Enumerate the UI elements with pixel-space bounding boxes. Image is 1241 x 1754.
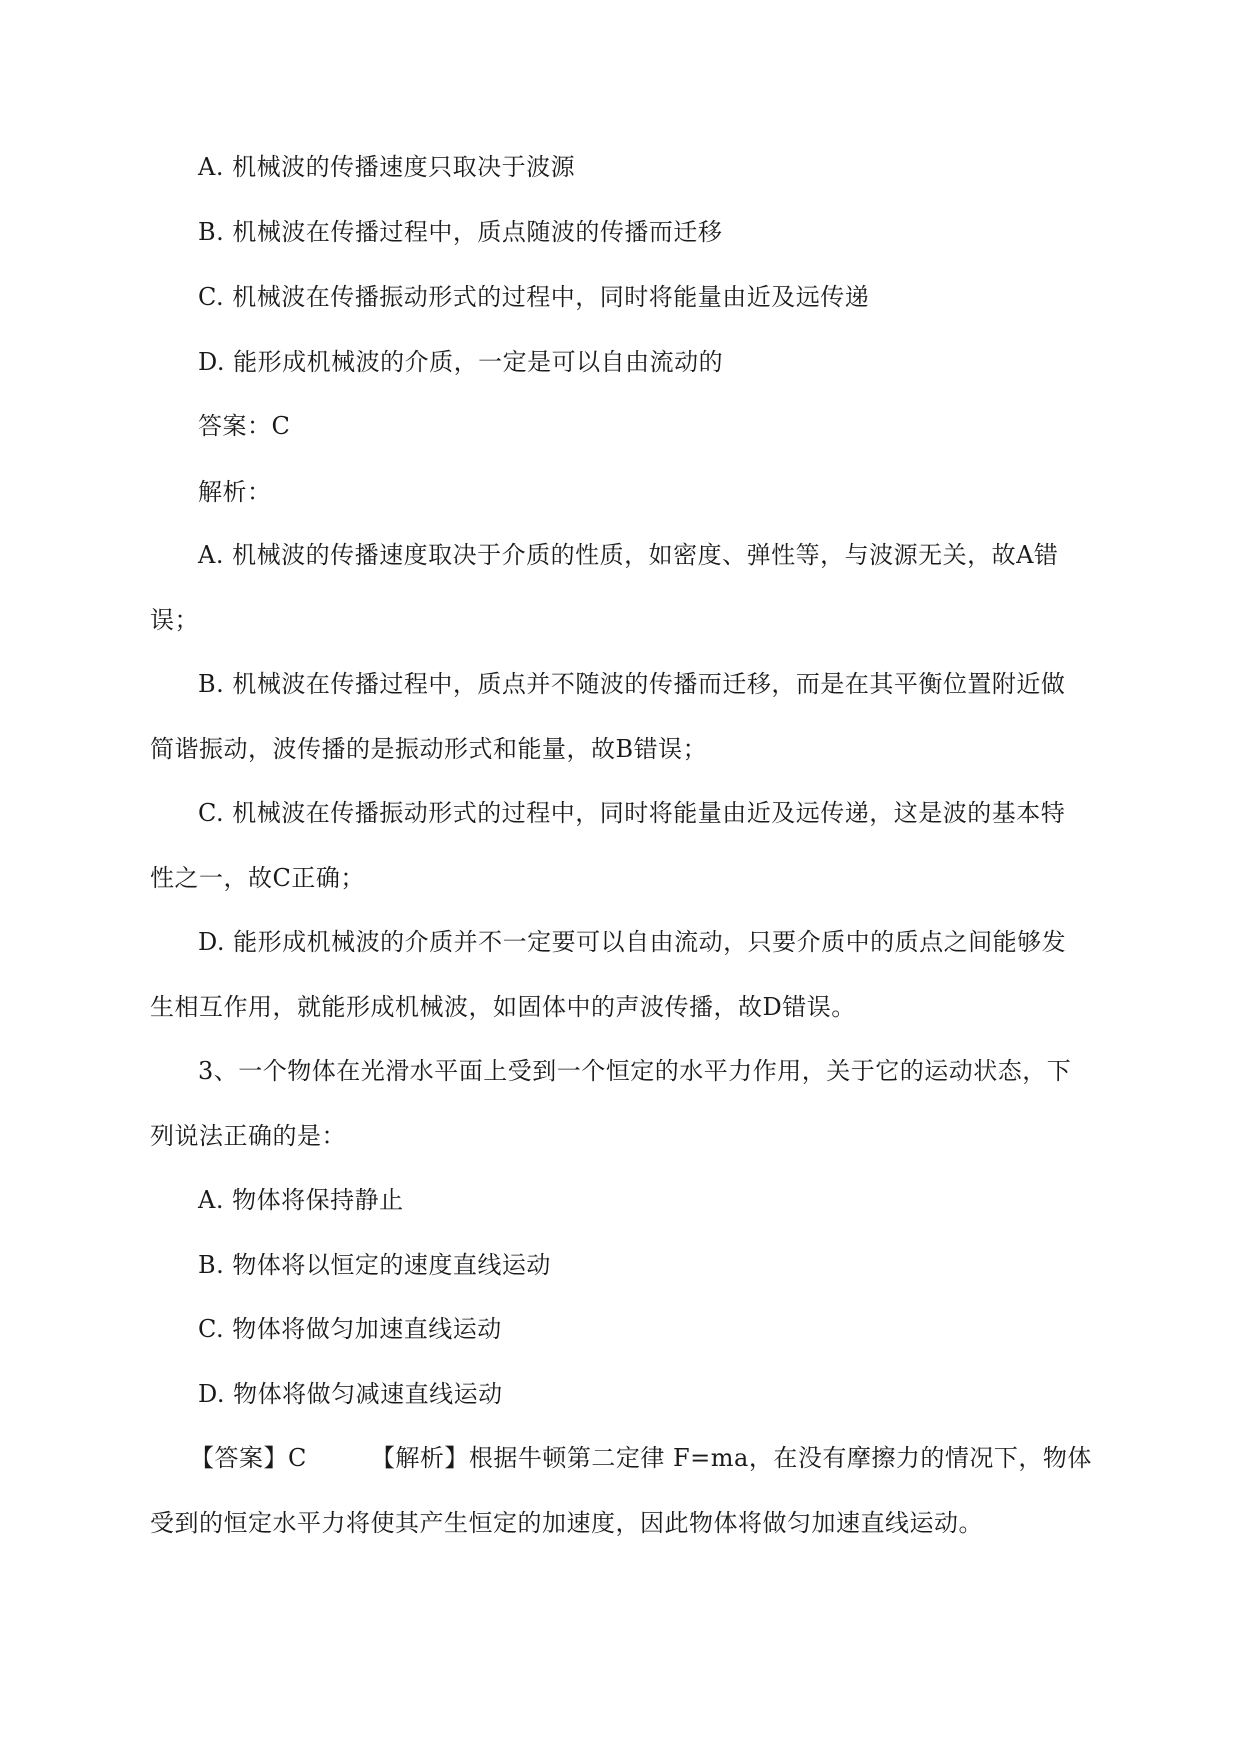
q2-analysis-c-line1: C. 机械波在传播振动形式的过程中，同时将能量由近及远传递，这是波的基本特 [198, 799, 1066, 827]
q3-answer: 【答案】C [190, 1444, 307, 1472]
q2-option-c: C. 机械波在传播振动形式的过程中，同时将能量由近及远传递 [198, 283, 870, 311]
q3-stem-line1: 3、一个物体在光滑水平面上受到一个恒定的水平力作用，关于它的运动状态，下 [198, 1057, 1072, 1085]
q2-option-a: A. 机械波的传播速度只取决于波源 [198, 153, 576, 181]
q3-answer-line [190, 1442, 1140, 1474]
q3-analysis-line2: 受到的恒定水平力将使其产生恒定的加速度，因此物体将做匀加速直线运动。 [150, 1509, 983, 1537]
q2-analysis-b-line2: 简谐振动，波传播的是振动形式和能量，故B错误； [150, 735, 708, 763]
q2-analysis-a-line2: 误； [150, 606, 199, 634]
q3-option-d: D. 物体将做匀减速直线运动 [198, 1380, 503, 1408]
q2-answer: 答案：C [198, 412, 291, 440]
q2-option-b: B. 机械波在传播过程中，质点随波的传播而迁移 [198, 218, 723, 246]
q3-option-c: C. 物体将做匀加速直线运动 [198, 1315, 502, 1343]
q2-analysis-label: 解析： [198, 478, 272, 506]
q2-analysis-a-line1: A. 机械波的传播速度取决于介质的性质，如密度、弹性等，与波源无关，故A错 [198, 541, 1059, 569]
q3-stem-line2: 列说法正确的是： [150, 1122, 346, 1150]
q3-analysis-line1: 【解析】根据牛顿第二定律 F=ma，在没有摩擦力的情况下，物体 [370, 1444, 1092, 1472]
q2-analysis-c-line2: 性之一，故C正确； [150, 864, 365, 892]
q2-analysis-d-line1: D. 能形成机械波的介质并不一定要可以自由流动，只要介质中的质点之间能够发 [198, 928, 1067, 956]
q2-analysis-d-line2: 生相互作用，就能形成机械波，如固体中的声波传播，故D错误。 [150, 993, 856, 1021]
q3-option-b: B. 物体将以恒定的速度直线运动 [198, 1251, 551, 1279]
q2-option-d: D. 能形成机械波的介质，一定是可以自由流动的 [198, 348, 724, 376]
q2-analysis-b-line1: B. 机械波在传播过程中，质点并不随波的传播而迁移，而是在其平衡位置附近做 [198, 670, 1066, 698]
q3-option-a: A. 物体将保持静止 [198, 1186, 404, 1214]
